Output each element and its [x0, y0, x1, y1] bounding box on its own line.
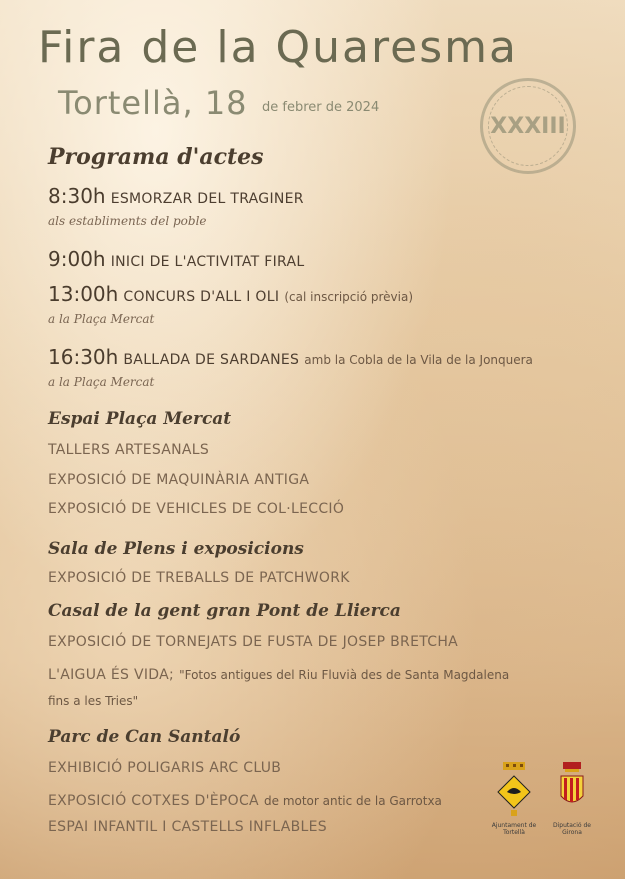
diputacio-shield-icon	[555, 762, 589, 820]
section-item: EXPOSICIÓ DE TREBALLS DE PATCHWORK	[48, 570, 350, 586]
section-heading-can-santalo: Parc de Can Santaló	[48, 727, 241, 747]
cotxes-desc: de motor antic de la Garrotxa	[264, 794, 442, 808]
ajuntament-caption-1: Ajuntament de	[491, 822, 537, 829]
place-label: Tortellà, 18	[58, 84, 248, 122]
section-item: EXPOSICIÓ DE VEHICLES DE COL·LECCIÓ	[48, 501, 345, 517]
ajuntament-shield-icon	[497, 762, 531, 820]
event-3-time: 13:00h	[48, 282, 119, 306]
poster-title: Fira de la Quaresma	[38, 22, 518, 73]
event-1-time: 8:30h	[48, 184, 106, 208]
event-2-title: INICI DE L'ACTIVITAT FIRAL	[110, 254, 305, 270]
event-4-extra: amb la Cobla de la Vila de la Jonquera	[304, 353, 533, 367]
programa-heading: Programa d'actes	[48, 144, 264, 170]
section-item: EXPOSICIÓ DE MAQUINÀRIA ANTIGA	[48, 472, 310, 488]
date-label: de febrer de 2024	[262, 100, 380, 115]
section-item: EXPOSICIÓ DE TORNEJATS DE FUSTA DE JOSEP BRETCHA	[48, 634, 459, 650]
section-item-cotxes	[48, 790, 442, 809]
event-3-title: CONCURS D'ALL I OLI	[123, 289, 280, 305]
event-3	[48, 282, 413, 306]
edition-seal-text: XXXIII	[490, 113, 566, 139]
section-heading-sala-plens: Sala de Plens i exposicions	[48, 539, 304, 559]
section-heading-placa-mercat: Espai Plaça Mercat	[48, 409, 232, 429]
section-item: EXHIBICIÓ POLIGARIS ARC CLUB	[48, 760, 282, 776]
event-2	[48, 247, 304, 271]
event-3-extra: (cal inscripció prèvia)	[284, 290, 414, 304]
aigua-title: L'AIGUA ÉS VIDA;	[48, 667, 174, 683]
event-2-time: 9:00h	[48, 247, 106, 271]
event-4-location: a la Plaça Mercat	[48, 375, 155, 389]
event-3-location: a la Plaça Mercat	[48, 312, 155, 326]
diputacio-caption-1: Diputació de	[553, 822, 591, 829]
section-item-aigua	[48, 664, 509, 683]
event-1-location: als establiments del poble	[48, 214, 207, 228]
edition-seal-inner	[488, 86, 568, 166]
logo-ajuntament	[490, 762, 538, 836]
aigua-desc-cont: fins a les Tries"	[48, 694, 139, 708]
event-4	[48, 345, 533, 369]
section-item: ESPAI INFANTIL I CASTELLS INFLABLES	[48, 819, 327, 835]
logo-diputacio	[548, 762, 596, 836]
event-4-title: BALLADA DE SARDANES	[123, 352, 300, 368]
aigua-desc: "Fotos antigues del Riu Fluvià des de Santa Magdalena	[179, 668, 510, 682]
event-1	[48, 184, 304, 208]
cotxes-title: EXPOSICIÓ COTXES D'ÈPOCA	[48, 793, 259, 809]
event-1-title: ESMORZAR DEL TRAGINER	[110, 191, 304, 207]
edition-seal	[480, 78, 576, 174]
ajuntament-caption-2: Tortellà	[503, 829, 525, 836]
section-item: TALLERS ARTESANALS	[48, 442, 210, 458]
event-4-time: 16:30h	[48, 345, 119, 369]
section-heading-casal: Casal de la gent gran Pont de Llierca	[48, 601, 401, 621]
diputacio-caption-2: Girona	[562, 829, 582, 836]
